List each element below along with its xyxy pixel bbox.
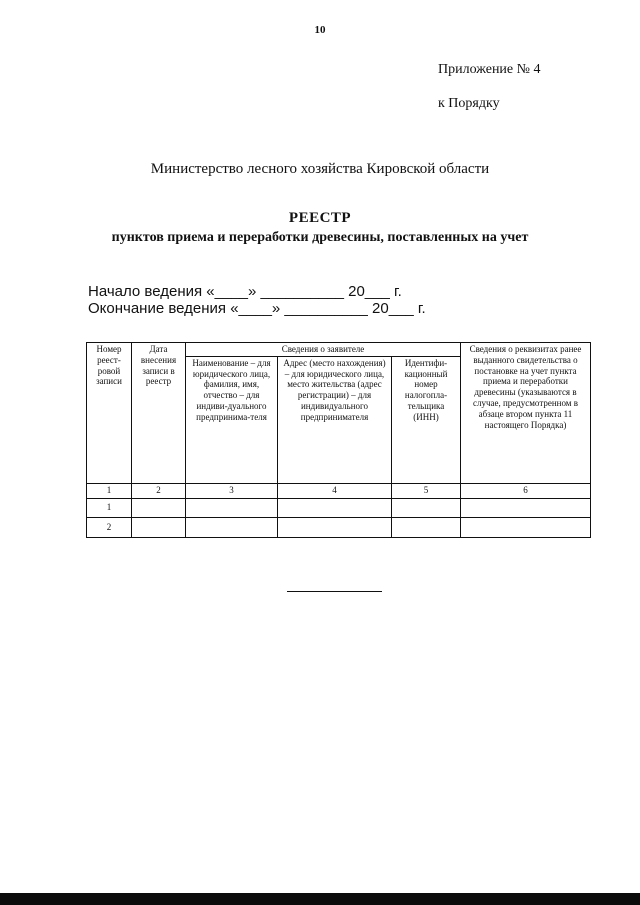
table-cell (392, 498, 461, 517)
column-number: 5 (392, 483, 461, 498)
row-number: 2 (87, 517, 132, 537)
table-cell (278, 498, 392, 517)
header-applicant-address: Адрес (место нахождения) – для юридического лица, место жительства (адрес регистрации) – для индивидуального предпринимателя (278, 356, 392, 483)
table-row (87, 517, 591, 537)
table-cell (461, 498, 591, 517)
register-table (86, 342, 591, 538)
table-cell (278, 517, 392, 537)
ministry-name: Министерство лесного хозяйства Кировской области (150, 161, 490, 177)
start-date-line: Начало ведения «____» __________ 20___ г. (88, 283, 402, 300)
header-certificate-details: Сведения о реквизитах ранее выданного свидетельства о постановке на учет пункта приема и переработки древесины (указываются в случае, предусмотренном в абзаце втором пункта 11 настоящего Порядка) (461, 343, 591, 484)
header-applicant-group: Сведения о заявителе (186, 343, 461, 357)
column-number: 3 (186, 483, 278, 498)
end-date-line: Окончание ведения «____» __________ 20___ г. (88, 300, 426, 317)
header-entry-date: Дата внесения записи в реестр (132, 343, 186, 484)
row-number: 1 (87, 498, 132, 517)
scan-edge-band (0, 893, 640, 905)
closing-rule (287, 591, 382, 592)
header-record-number: Номер реест-ровой записи (87, 343, 132, 484)
column-number: 1 (87, 483, 132, 498)
table-cell (132, 517, 186, 537)
column-number: 6 (461, 483, 591, 498)
register-title: РЕЕСТР (288, 210, 352, 226)
appendix-label: Приложение № 4 (438, 62, 541, 77)
header-applicant-name: Наименование – для юридического лица, фамилия, имя, отчество – для индиви-дуального предпринима-теля (186, 356, 278, 483)
table-row (87, 498, 591, 517)
table-cell (132, 498, 186, 517)
header-inn: Идентифи-кационный номер налогопла-тельщика (ИНН) (392, 356, 461, 483)
table-cell (186, 498, 278, 517)
page-number: 10 (314, 24, 326, 36)
table-cell (186, 517, 278, 537)
register-subtitle: пунктов приема и переработки древесины, поставленных на учет (111, 230, 529, 245)
table-cell (392, 517, 461, 537)
column-number: 2 (132, 483, 186, 498)
column-number: 4 (278, 483, 392, 498)
appendix-reference: к Порядку (438, 96, 500, 111)
column-number-row (87, 483, 591, 498)
table-cell (461, 517, 591, 537)
table-header-row (87, 343, 591, 357)
